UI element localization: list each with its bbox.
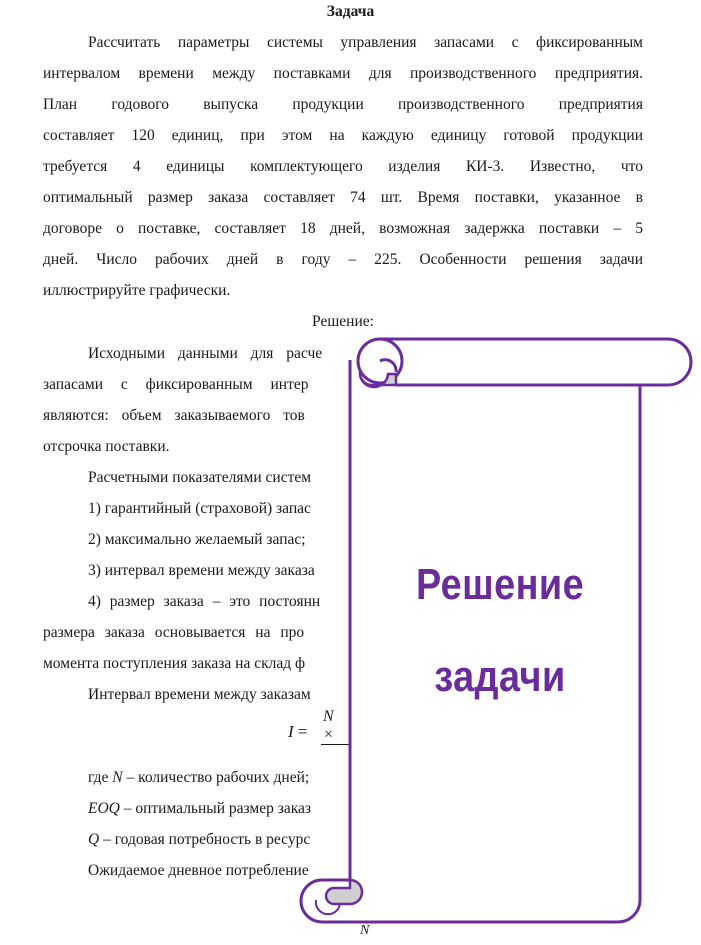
problem-line: составляет 120 единиц, при этом на каждую единицу готовой продукции xyxy=(43,127,643,144)
definition-symbol: Q xyxy=(88,831,100,848)
solution-line: Интервал времени между заказам xyxy=(88,686,311,703)
formula-eq: = xyxy=(297,722,308,741)
problem-line: интервалом времени между поставками для производственного предприятия. xyxy=(43,65,643,82)
formula-numerator: N × xyxy=(323,708,334,743)
solution-line: Ожидаемое дневное потребление xyxy=(88,862,309,879)
problem-line: План годового выпуска продукции производственного предприятия xyxy=(43,96,643,113)
document-title: Задача xyxy=(326,3,375,20)
definition-prefix: где xyxy=(88,769,113,786)
definition-text: – количество рабочих дней; xyxy=(122,769,310,786)
solution-line: 1) гарантийный (страховой) запас xyxy=(88,500,311,517)
banner-line-1: Решение xyxy=(415,560,585,609)
problem-line: Рассчитать параметры системы управления запасами с фиксированным xyxy=(88,34,643,51)
problem-line: договоре о поставке, составляет 18 дней, возможная задержка поставки – 5 xyxy=(43,220,643,237)
solution-line: 4) размер заказа – это постоянн xyxy=(88,593,321,610)
definition-symbol: N xyxy=(112,769,123,786)
solution-line: момента поступления заказа на склад ф xyxy=(43,655,306,672)
formula-fragment: N xyxy=(360,923,370,938)
solution-line: 2) максимально желаемый запас; xyxy=(88,531,306,548)
problem-line: требуется 4 единицы комплектующего изделия КИ-3. Известно, что xyxy=(43,158,643,175)
solution-line: запасами с фиксированным интер xyxy=(43,376,309,393)
solution-line: Расчетными показателями систем xyxy=(88,469,312,486)
formula-lhs: I xyxy=(288,722,294,741)
problem-line: дней. Число рабочих дней в году – 225. Особенности решения задачи xyxy=(43,251,643,268)
solution-line: 3) интервал времени между заказа xyxy=(88,562,315,579)
solution-line: Исходными данными для расче xyxy=(88,345,323,362)
definition-symbol: EOQ xyxy=(88,800,120,817)
definition-text: – годовая потребность в ресурс xyxy=(99,831,311,848)
banner-line-2: задачи xyxy=(434,652,566,701)
problem-line: оптимальный размер заказа составляет 74 шт. Время поставки, указанное в xyxy=(43,189,643,206)
solution-line: размера заказа основывается на про xyxy=(43,624,305,641)
solution-heading: Решение: xyxy=(312,313,374,330)
solution-line: являются: объем заказываемого тов xyxy=(43,407,305,424)
solution-line: отсрочка поставки. xyxy=(43,438,170,455)
definition-text: – оптимальный размер заказ xyxy=(119,800,312,817)
problem-line: иллюстрируйте графически. xyxy=(43,282,231,299)
